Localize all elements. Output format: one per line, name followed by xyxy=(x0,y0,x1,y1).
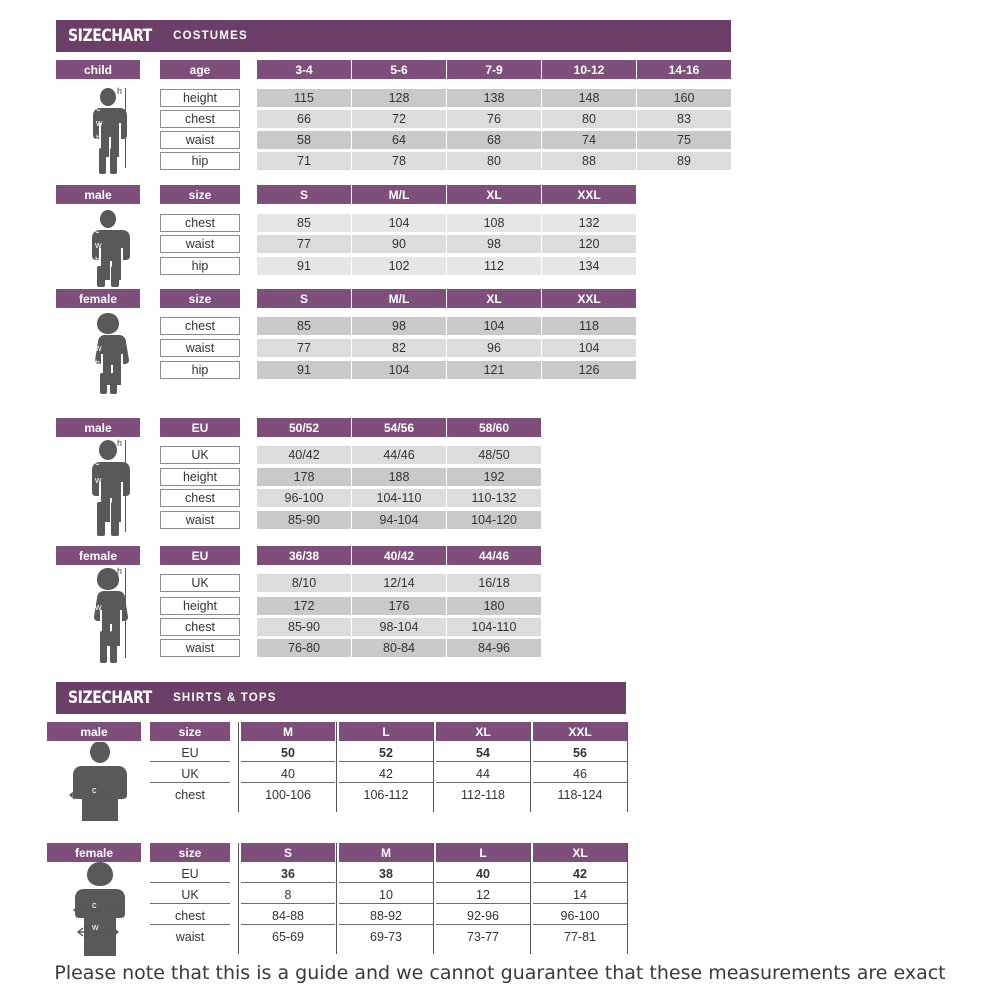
cell-female-shirts-1-3: 14 xyxy=(533,886,627,904)
chest-arrow-male-shirt xyxy=(66,790,130,800)
row-label-male-shirts-1: UK xyxy=(150,765,230,783)
row-label-female-shirts-1: UK xyxy=(150,886,230,904)
banner-costumes xyxy=(56,20,731,52)
cell-female-shirts-1-0: 8 xyxy=(241,886,335,904)
col-header-male-eu-0: 50/52 xyxy=(257,418,351,437)
cell-female-costumes-1-1: 82 xyxy=(352,339,446,357)
cell-male-eu-1-1: 188 xyxy=(352,468,446,486)
col-header-female-shirts-1: M xyxy=(339,843,433,862)
col-header-child-3: 10-12 xyxy=(542,60,636,79)
cell-female-shirts-2-3: 96-100 xyxy=(533,907,627,925)
row-label-female-costumes-2: hip xyxy=(160,361,240,379)
cell-male-shirts-1-2: 44 xyxy=(436,765,530,783)
footnote: Please note that this is a guide and we cannot guarantee that these measurements are exact xyxy=(54,962,946,984)
grid-line-male-shirts-0 xyxy=(238,722,239,812)
figure-male-costume xyxy=(60,210,156,288)
cell-female-shirts-1-1: 10 xyxy=(339,886,433,904)
group-label-female-eu: female xyxy=(56,546,140,565)
figure-mark-female-shirt-w: w xyxy=(92,922,99,932)
cell-female-costumes-0-3: 118 xyxy=(542,317,636,335)
cell-female-shirts-3-1: 69-73 xyxy=(370,930,402,944)
figure-mark-female-eu-w: w xyxy=(95,602,102,612)
cell-female-shirts-0-3: 42 xyxy=(533,865,627,883)
cell-child-2-1: 64 xyxy=(352,131,446,149)
figure-mark-female-eu-height: h xyxy=(117,566,123,576)
cell-child-0-3: 148 xyxy=(542,89,636,107)
cell-male-eu-0-1: 44/46 xyxy=(352,446,446,464)
grid-line-male-shirts-3 xyxy=(530,722,531,812)
figure-mark-male-costume-c: c xyxy=(95,225,100,235)
measure-header-female-eu: EU xyxy=(160,546,240,565)
cell-male-shirts-2-2: 112-118 xyxy=(460,788,506,802)
row-label-female-shirts-0: EU xyxy=(150,865,230,883)
banner-subtitle: COSTUMES xyxy=(173,30,248,42)
row-label-male-eu-0: UK xyxy=(160,446,240,464)
cell-female-costumes-2-0: 91 xyxy=(257,361,351,379)
cell-female-eu-2-1: 98-104 xyxy=(352,618,446,636)
cell-child-1-2: 76 xyxy=(447,110,541,128)
figure-mark-female-eu-c: c xyxy=(95,585,100,595)
cell-female-shirts-2-1: 88-92 xyxy=(339,907,433,925)
cell-female-shirts-3-0: 65-69 xyxy=(272,930,304,944)
grid-line-female-shirts-2 xyxy=(433,843,434,954)
col-header-child-0: 3-4 xyxy=(257,60,351,79)
row-label-female-shirts-3: waist xyxy=(175,930,205,944)
col-header-female-shirts-3: XL xyxy=(533,843,627,862)
figure-mark-child-height: h xyxy=(117,86,123,96)
cell-male-shirts-0-2: 54 xyxy=(436,744,530,762)
cell-child-2-4: 75 xyxy=(637,131,731,149)
cell-female-eu-3-2: 84-96 xyxy=(447,639,541,657)
cell-female-shirts-3-2: 73-77 xyxy=(467,930,499,944)
cell-male-eu-2-1: 104-110 xyxy=(352,489,446,507)
col-header-male-shirts-0: M xyxy=(241,722,335,741)
col-header-female-costumes-1: M/L xyxy=(352,289,446,308)
cell-male-eu-1-2: 192 xyxy=(447,468,541,486)
row-label-child-3: hip xyxy=(160,152,240,170)
cell-female-eu-1-2: 180 xyxy=(447,597,541,615)
figure-mark-female-costume-h: h xyxy=(95,358,101,368)
cell-female-shirts-3-3: 77-81 xyxy=(564,930,596,944)
waist-arrow-female-shirt xyxy=(74,927,122,937)
row-label-male-eu-3: waist xyxy=(160,511,240,529)
cell-female-eu-2-2: 104-110 xyxy=(447,618,541,636)
banner-shirts xyxy=(56,682,626,714)
cell-female-shirts-0-2: 40 xyxy=(436,865,530,883)
figure-mark-male-costume-w: w xyxy=(95,240,102,250)
grid-line-female-shirts-1 xyxy=(336,843,337,954)
cell-female-eu-1-0: 172 xyxy=(257,597,351,615)
row-label-male-shirts-0: EU xyxy=(150,744,230,762)
cell-child-0-4: 160 xyxy=(637,89,731,107)
figure-mark-male-eu-w: w xyxy=(95,475,102,485)
figure-mark-female-costume-w: w xyxy=(95,343,102,353)
figure-child xyxy=(60,88,156,176)
cell-male-shirts-2-1: 106-112 xyxy=(363,788,409,802)
cell-female-costumes-0-0: 85 xyxy=(257,317,351,335)
cell-female-eu-1-1: 176 xyxy=(352,597,446,615)
cell-male-eu-2-2: 110-132 xyxy=(447,489,541,507)
cell-female-shirts-0-0: 36 xyxy=(241,865,335,883)
cell-male-eu-3-1: 94-104 xyxy=(352,511,446,529)
col-header-female-shirts-2: L xyxy=(436,843,530,862)
group-label-child: child xyxy=(56,60,140,79)
figure-female-costume xyxy=(60,313,156,395)
cell-male-costumes-2-2: 112 xyxy=(447,257,541,275)
group-label-male-costumes: male xyxy=(56,185,140,204)
grid-line-male-shirts-2 xyxy=(433,722,434,812)
col-header-male-shirts-3: XXL xyxy=(533,722,627,741)
col-header-female-costumes-0: S xyxy=(257,289,351,308)
cell-child-3-3: 88 xyxy=(542,152,636,170)
grid-line-female-shirts-3 xyxy=(530,843,531,954)
cell-child-1-1: 72 xyxy=(352,110,446,128)
cell-female-costumes-2-1: 104 xyxy=(352,361,446,379)
measure-header-female-costumes: size xyxy=(160,289,240,308)
row-label-child-1: chest xyxy=(160,110,240,128)
col-header-male-shirts-2: XL xyxy=(436,722,530,741)
cell-female-eu-0-1: 12/14 xyxy=(352,574,446,592)
cell-child-1-3: 80 xyxy=(542,110,636,128)
col-header-male-eu-2: 58/60 xyxy=(447,418,541,437)
cell-male-shirts-0-0: 50 xyxy=(241,744,335,762)
cell-child-1-0: 66 xyxy=(257,110,351,128)
col-header-male-costumes-1: M/L xyxy=(352,185,446,204)
group-label-female-costumes: female xyxy=(56,289,140,308)
group-label-female-shirts: female xyxy=(47,843,141,862)
figure-male-eu xyxy=(60,440,156,538)
measure-header-child: age xyxy=(160,60,240,79)
chest-arrow-female-shirt xyxy=(70,905,126,915)
measure-header-male-eu: EU xyxy=(160,418,240,437)
grid-line-female-shirts-4 xyxy=(627,843,628,954)
figure-male-shirt xyxy=(52,742,148,822)
row-label-male-costumes-0: chest xyxy=(160,214,240,232)
figure-mark-male-costume-h: h xyxy=(95,255,101,265)
row-label-female-costumes-1: waist xyxy=(160,339,240,357)
cell-child-3-2: 80 xyxy=(447,152,541,170)
height-guide-child xyxy=(125,88,126,168)
grid-line-male-shirts-4 xyxy=(627,722,628,812)
cell-male-shirts-1-1: 42 xyxy=(339,765,433,783)
figure-mark-child-h: h xyxy=(96,133,102,143)
cell-female-costumes-2-2: 121 xyxy=(447,361,541,379)
figure-mark-child-c: c xyxy=(96,103,101,113)
col-header-male-eu-1: 54/56 xyxy=(352,418,446,437)
col-header-female-eu-2: 44/46 xyxy=(447,546,541,565)
cell-female-shirts-2-0: 84-88 xyxy=(241,907,335,925)
row-label-child-0: height xyxy=(160,89,240,107)
cell-child-1-4: 83 xyxy=(637,110,731,128)
measure-header-male-costumes: size xyxy=(160,185,240,204)
col-header-child-4: 14-16 xyxy=(637,60,731,79)
cell-female-eu-3-1: 80-84 xyxy=(352,639,446,657)
row-label-female-eu-2: chest xyxy=(160,618,240,636)
cell-male-shirts-2-3: 118-124 xyxy=(557,788,603,802)
cell-child-3-1: 78 xyxy=(352,152,446,170)
figure-female-eu xyxy=(60,568,156,664)
col-header-male-costumes-2: XL xyxy=(447,185,541,204)
cell-child-2-0: 58 xyxy=(257,131,351,149)
cell-female-costumes-1-0: 77 xyxy=(257,339,351,357)
cell-female-eu-0-2: 16/18 xyxy=(447,574,541,592)
cell-child-0-2: 138 xyxy=(447,89,541,107)
cell-male-eu-3-2: 104-120 xyxy=(447,511,541,529)
cell-child-3-4: 89 xyxy=(637,152,731,170)
col-header-female-costumes-3: XXL xyxy=(542,289,636,308)
col-header-female-eu-1: 40/42 xyxy=(352,546,446,565)
cell-male-costumes-2-3: 134 xyxy=(542,257,636,275)
cell-female-costumes-1-2: 96 xyxy=(447,339,541,357)
figure-mark-female-shirt-c: c xyxy=(92,900,97,910)
cell-female-costumes-0-1: 98 xyxy=(352,317,446,335)
banner-title-2: SIZECHART xyxy=(68,688,152,708)
cell-male-eu-0-0: 40/42 xyxy=(257,446,351,464)
cell-male-eu-3-0: 85-90 xyxy=(257,511,351,529)
col-header-child-2: 7-9 xyxy=(447,60,541,79)
col-header-male-costumes-0: S xyxy=(257,185,351,204)
cell-male-costumes-1-2: 98 xyxy=(447,235,541,253)
col-header-male-shirts-1: L xyxy=(339,722,433,741)
cell-female-eu-0-0: 8/10 xyxy=(257,574,351,592)
banner-subtitle-2: SHIRTS & TOPS xyxy=(173,692,277,704)
row-label-female-costumes-0: chest xyxy=(160,317,240,335)
row-label-female-eu-0: UK xyxy=(160,574,240,592)
cell-female-shirts-0-1: 38 xyxy=(339,865,433,883)
cell-child-2-3: 74 xyxy=(542,131,636,149)
row-label-male-eu-1: height xyxy=(160,468,240,486)
cell-male-costumes-0-3: 132 xyxy=(542,214,636,232)
measure-header-male-shirts: size xyxy=(150,722,230,741)
row-label-female-shirts-2: chest xyxy=(150,907,230,925)
grid-line-male-shirts-1 xyxy=(336,722,337,812)
cell-male-eu-1-0: 178 xyxy=(257,468,351,486)
cell-female-shirts-1-2: 12 xyxy=(436,886,530,904)
cell-child-0-0: 115 xyxy=(257,89,351,107)
cell-male-costumes-0-2: 108 xyxy=(447,214,541,232)
col-header-female-shirts-0: S xyxy=(241,843,335,862)
cell-female-costumes-1-3: 104 xyxy=(542,339,636,357)
cell-male-costumes-1-3: 120 xyxy=(542,235,636,253)
figure-mark-female-costume-c: c xyxy=(95,328,100,338)
measure-header-female-shirts: size xyxy=(150,843,230,862)
cell-male-shirts-1-3: 46 xyxy=(533,765,627,783)
grid-line-female-shirts-0 xyxy=(238,843,239,954)
row-label-male-costumes-1: waist xyxy=(160,235,240,253)
cell-male-costumes-0-1: 104 xyxy=(352,214,446,232)
cell-male-shirts-0-3: 56 xyxy=(533,744,627,762)
cell-child-2-2: 68 xyxy=(447,131,541,149)
col-header-female-costumes-2: XL xyxy=(447,289,541,308)
row-label-male-shirts-2: chest xyxy=(175,788,205,802)
cell-male-costumes-2-0: 91 xyxy=(257,257,351,275)
row-label-female-eu-1: height xyxy=(160,597,240,615)
row-label-male-costumes-2: hip xyxy=(160,257,240,275)
figure-mark-child-w: w xyxy=(96,118,103,128)
col-header-female-eu-0: 36/38 xyxy=(257,546,351,565)
cell-female-shirts-2-2: 92-96 xyxy=(436,907,530,925)
cell-child-0-1: 128 xyxy=(352,89,446,107)
cell-female-eu-2-0: 85-90 xyxy=(257,618,351,636)
cell-female-costumes-2-3: 126 xyxy=(542,361,636,379)
cell-male-costumes-0-0: 85 xyxy=(257,214,351,232)
cell-male-eu-2-0: 96-100 xyxy=(257,489,351,507)
cell-male-shirts-2-0: 100-106 xyxy=(265,788,311,802)
row-label-male-eu-2: chest xyxy=(160,489,240,507)
banner-title: SIZECHART xyxy=(68,26,152,46)
cell-child-3-0: 71 xyxy=(257,152,351,170)
figure-mark-male-eu-c: c xyxy=(95,457,100,467)
cell-male-eu-0-2: 48/50 xyxy=(447,446,541,464)
row-label-child-2: waist xyxy=(160,131,240,149)
cell-male-shirts-1-0: 40 xyxy=(241,765,335,783)
cell-male-costumes-1-0: 77 xyxy=(257,235,351,253)
col-header-male-costumes-3: XXL xyxy=(542,185,636,204)
col-header-child-1: 5-6 xyxy=(352,60,446,79)
cell-male-costumes-1-1: 90 xyxy=(352,235,446,253)
cell-male-shirts-0-1: 52 xyxy=(339,744,433,762)
row-label-female-eu-3: waist xyxy=(160,639,240,657)
cell-male-costumes-2-1: 102 xyxy=(352,257,446,275)
cell-female-costumes-0-2: 104 xyxy=(447,317,541,335)
group-label-male-eu: male xyxy=(56,418,140,437)
figure-mark-male-eu-height: h xyxy=(117,438,123,448)
height-guide-male-eu xyxy=(125,440,126,532)
group-label-male-shirts: male xyxy=(47,722,141,741)
cell-female-eu-3-0: 76-80 xyxy=(257,639,351,657)
height-guide-female-eu xyxy=(125,568,126,658)
figure-mark-male-shirt-c: c xyxy=(92,785,97,795)
